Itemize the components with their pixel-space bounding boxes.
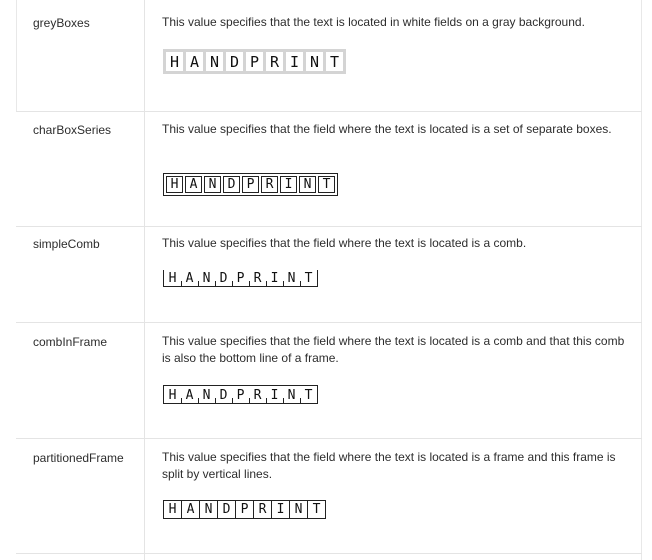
sample-char: H xyxy=(168,502,177,517)
sample-char: R xyxy=(261,176,278,193)
sample-char: I xyxy=(280,176,297,193)
sample-char: I xyxy=(271,501,289,518)
row-name-simple-comb: simpleComb xyxy=(33,237,100,251)
sample-comb-in-frame xyxy=(163,385,318,404)
sample-char: N xyxy=(198,270,215,286)
sample-char: N xyxy=(206,52,223,71)
sample-char-box-series xyxy=(163,173,338,196)
row-divider xyxy=(16,226,642,227)
sample-char: I xyxy=(286,52,303,71)
row-divider xyxy=(16,438,642,439)
sample-char: N xyxy=(204,176,221,193)
sample-char: A xyxy=(186,52,203,71)
table-border-left xyxy=(16,0,17,112)
sample-char: N xyxy=(283,386,300,403)
sample-char: R xyxy=(266,52,283,71)
sample-char: R xyxy=(249,386,266,403)
sample-char: N xyxy=(289,501,307,518)
row-description-grey-boxes: This value specifies that the text is located in white fields on a gray background. xyxy=(162,15,585,29)
sample-char: D xyxy=(215,270,232,286)
sample-char: N xyxy=(283,270,300,286)
sample-char: R xyxy=(253,501,271,518)
row-divider xyxy=(16,322,642,323)
sample-char: A xyxy=(181,386,198,403)
sample-char: N xyxy=(299,176,316,193)
sample-char: N xyxy=(199,501,217,518)
row-name-partitioned-frame: partitionedFrame xyxy=(33,451,124,465)
row-description-comb-in-frame: This value specifies that the field where the text is located is a comb and that this comb is also the bottom line of a frame. xyxy=(162,334,625,365)
row-description-partitioned-frame: This value specifies that the field where the text is located is a frame and this frame is split by vertical lines. xyxy=(162,450,616,481)
sample-char: N xyxy=(306,52,323,71)
sample-char: T xyxy=(326,52,343,71)
sample-char: N xyxy=(198,386,215,403)
column-divider xyxy=(144,0,145,560)
sample-char: I xyxy=(266,270,283,286)
row-name-grey-boxes: greyBoxes xyxy=(33,16,90,30)
sample-char: A xyxy=(181,501,199,518)
table-border-right xyxy=(641,0,642,560)
sample-char: D xyxy=(226,52,243,71)
sample-char: H xyxy=(166,176,183,193)
sample-char: R xyxy=(249,270,266,286)
sample-char: H xyxy=(168,271,177,286)
sample-partitioned-frame xyxy=(163,500,326,519)
sample-char: T xyxy=(300,270,317,286)
sample-char: H xyxy=(166,52,183,71)
sample-char: A xyxy=(181,270,198,286)
sample-char: D xyxy=(223,176,240,193)
sample-char: P xyxy=(232,386,249,403)
sample-char: P xyxy=(242,176,259,193)
sample-char: T xyxy=(300,386,317,403)
sample-char: P xyxy=(246,52,263,71)
sample-char: T xyxy=(318,176,335,193)
sample-char: T xyxy=(307,501,325,518)
sample-char: D xyxy=(217,501,235,518)
sample-char: D xyxy=(215,386,232,403)
sample-char: P xyxy=(232,270,249,286)
sample-char: A xyxy=(185,176,202,193)
row-description-simple-comb: This value specifies that the field where the text is located is a comb. xyxy=(162,236,527,250)
sample-char: H xyxy=(168,388,177,403)
row-description-char-box-series: This value specifies that the field where the text is located is a set of separate boxes. xyxy=(162,122,612,136)
sample-char: P xyxy=(235,501,253,518)
row-divider xyxy=(16,553,642,554)
row-divider xyxy=(16,111,642,112)
sample-char: I xyxy=(266,386,283,403)
sample-simple-comb xyxy=(163,270,318,287)
row-name-char-box-series: charBoxSeries xyxy=(33,123,112,137)
sample-grey-boxes xyxy=(163,49,346,74)
row-name-comb-in-frame: combInFrame xyxy=(33,335,108,349)
